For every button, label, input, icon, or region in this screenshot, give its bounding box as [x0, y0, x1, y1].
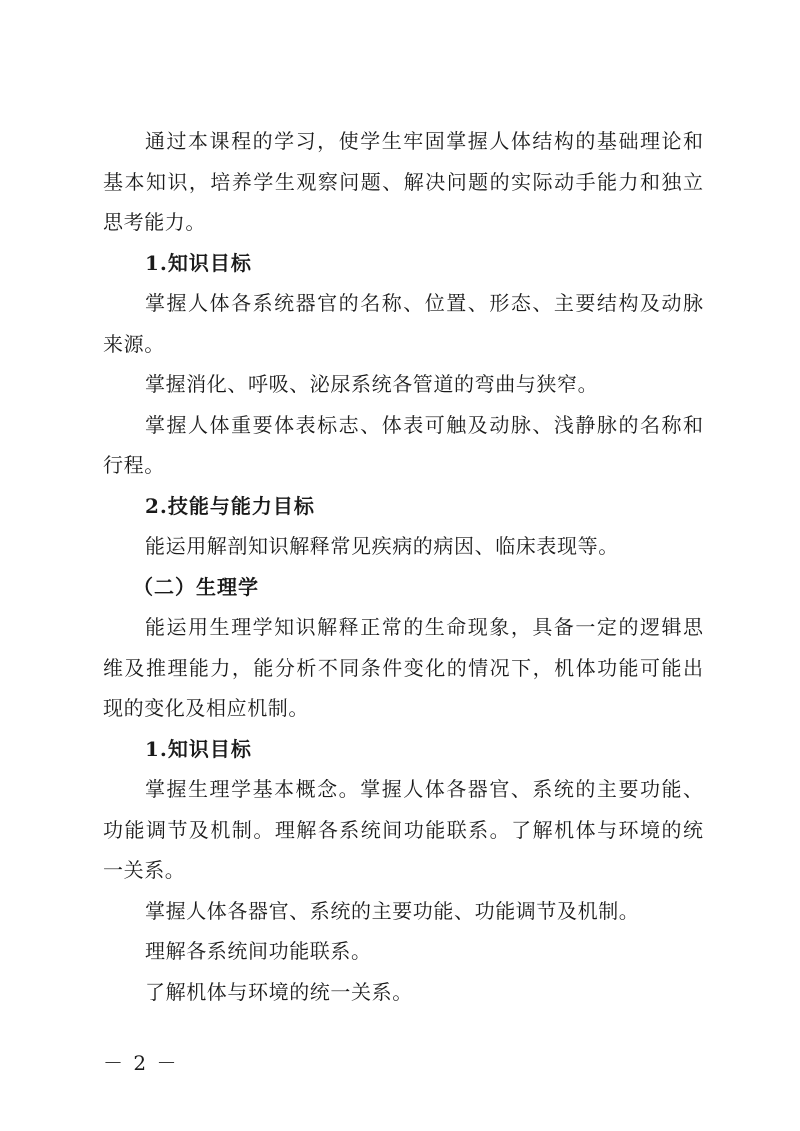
page-number: － 2 － [103, 1051, 179, 1075]
paragraph-line: 掌握人体重要体表标志、体表可触及动脉、浅静脉的名称和 [145, 412, 703, 437]
section-heading: 1.知识目标 [145, 250, 252, 275]
paragraph-line: 掌握人体各系统器官的名称、位置、形态、主要结构及动脉 [145, 291, 703, 315]
paragraph-line: 来源。 [103, 331, 165, 356]
paragraph-line: 一关系。 [103, 858, 186, 882]
paragraph-line: 了解机体与环境的统一关系。 [145, 979, 413, 1004]
paragraph-line: 思考能力。 [103, 210, 206, 234]
paragraph-line: 能运用解剖知识解释常见疾病的病因、临床表现等。 [145, 534, 619, 558]
paragraph-line: 基本知识，培养学生观察问题、解决问题的实际动手能力和独立 [103, 169, 703, 194]
paragraph-line: 维及推理能力，能分析不同条件变化的情况下，机体功能可能出 [103, 655, 703, 680]
section-heading: （二）生理学 [133, 574, 259, 599]
paragraph-line: 掌握生理学基本概念。掌握人体各器官、系统的主要功能、 [145, 777, 703, 801]
paragraph-line: 现的变化及相应机制。 [103, 696, 309, 720]
paragraph-line: 功能调节及机制。理解各系统间功能联系。了解机体与环境的统 [103, 817, 703, 842]
section-heading: 2.技能与能力目标 [145, 493, 315, 518]
paragraph-line: 通过本课程的学习，使学生牢固掌握人体结构的基础理论和 [145, 129, 703, 153]
section-heading: 1.知识目标 [145, 736, 252, 761]
paragraph-line: 掌握人体各器官、系统的主要功能、功能调节及机制。 [145, 898, 640, 923]
body-text [103, 121, 703, 1012]
paragraph-line: 能运用生理学知识解释正常的生命现象，具备一定的逻辑思 [145, 615, 703, 639]
paragraph-line: 行程。 [103, 453, 165, 477]
paragraph-line: 理解各系统间功能联系。 [145, 939, 372, 963]
paragraph-line: 掌握消化、呼吸、泌尿系统各管道的弯曲与狭窄。 [145, 372, 599, 396]
